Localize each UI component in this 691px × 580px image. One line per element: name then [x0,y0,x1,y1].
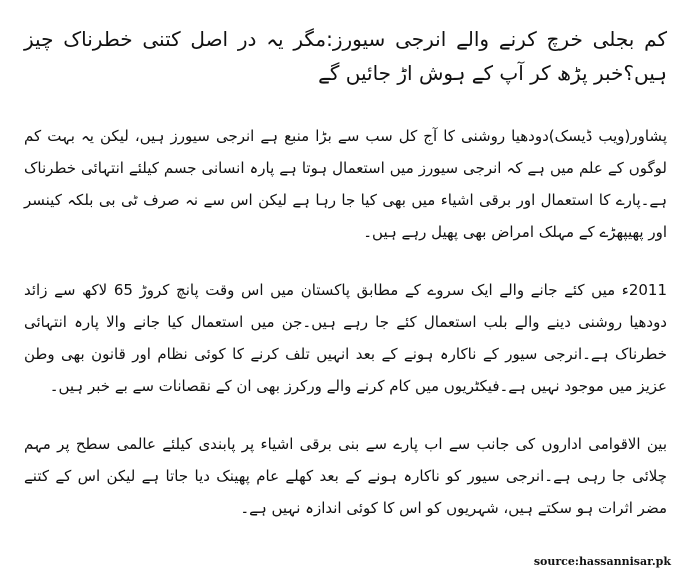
source-credit: source:hassannisar.pk [533,555,671,568]
article-paragraph: پشاور(ویب ڈیسک)دودھیا روشنی کا آج کل سب سے بڑا منبع ہے انرجی سیورز ہیں، لیکن یہ بہت کم لوگوں کے علم میں ہے کہ انرجی سیورز میں استعمال ہوتا ہے پارہ انسانی جسم کیلئے انتہائی خطرناک ہے۔پارے کا استعمال اور برقی اشیاء میں بھی کیا جا رہا ہے لیکن اس سے نہ صرف ٹی بی بلکہ کینسر اور پھیپھڑے کے مہلک امراض بھی پھیل رہے ہیں۔ [24,127,667,241]
article-paragraph: بین الاقوامی اداروں کی جانب سے اب پارے سے بنی برقی اشیاء پر پابندی کیلئے عالمی سطح پر مہم چلائی جا رہی ہے۔انرجی سیور کو ناکارہ ہونے کے بعد کھلے عام پھینک دیا جاتا ہے لیکن اس کے کتنے مضر اثرات ہو سکتے ہیں، شہریوں کو اس کا کوئی اندازہ نہیں ہے۔ [24,435,667,517]
article-headline: کم بجلی خرچ کرنے والے انرجی سیورز:مگر یہ در اصل کتنی خطرناک چیز ہیں؟خبر پڑھ کر آپ کے ہوش اڑ جائیں گے [24,27,667,85]
article-paragraph: 2011ء میں کئے جانے والے ایک سروے کے مطابق پاکستان میں اس وقت پانچ کروڑ 65 لاکھ سے زائد دودھیا روشنی دینے والے بلب استعمال کئے جا رہے ہیں۔جن میں استعمال کیا جانے والا پارہ انتہائی خطرناک ہے۔انرجی سیور کے ناکارہ ہونے کے بعد انہیں تلف کرنے کا کوئی نظام اور قانون بھی وطن عزیز میں موجود نہیں ہے۔فیکٹریوں میں کام کرنے والے ورکرز بھی ان کے نقصانات سے بے خبر ہیں۔ [24,281,667,395]
